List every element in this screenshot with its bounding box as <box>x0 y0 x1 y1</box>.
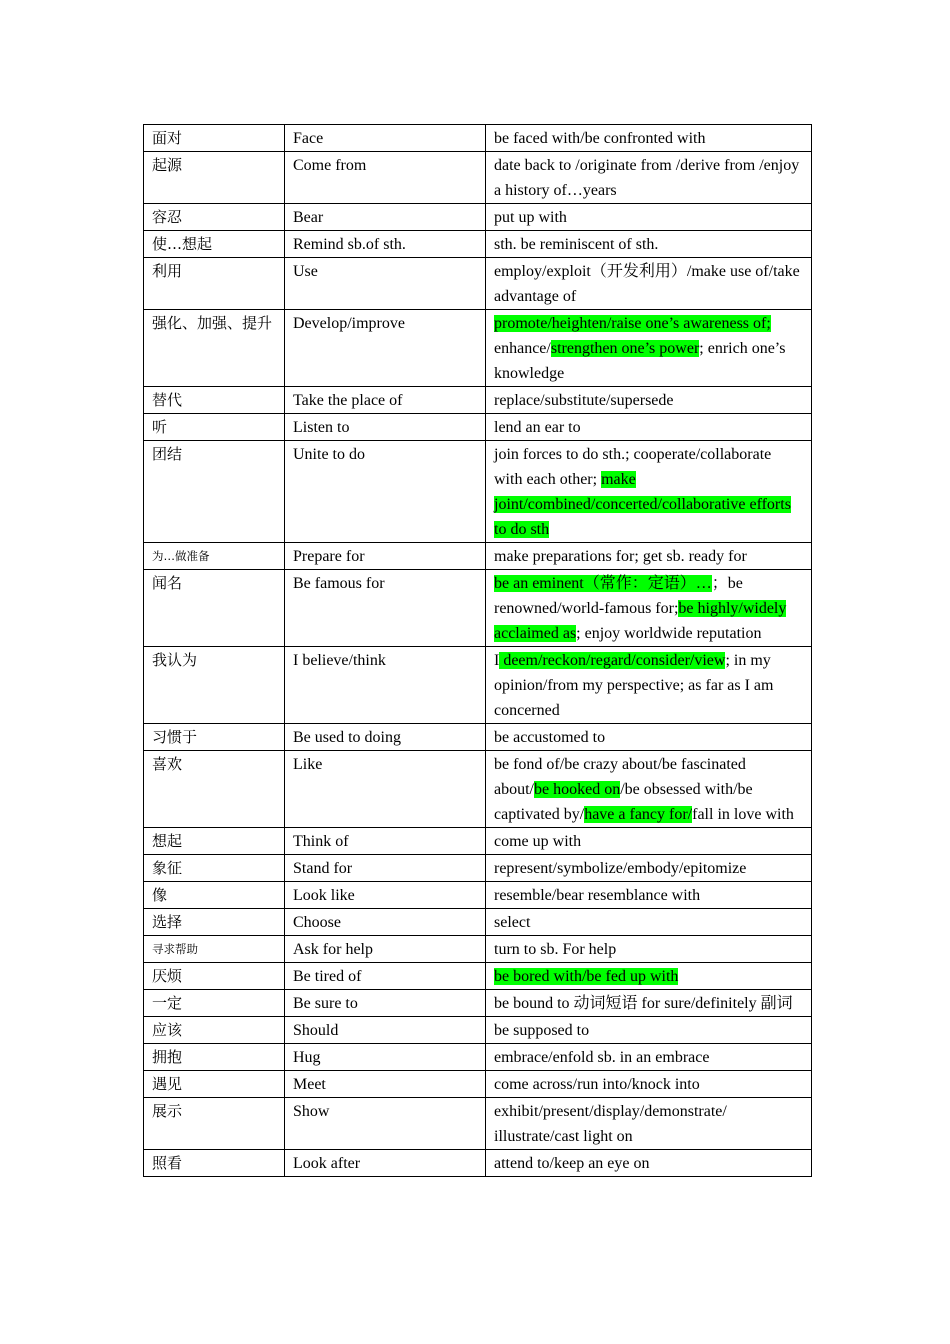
chinese-term-cell: 厌烦 <box>144 963 285 990</box>
basic-english-cell: Take the place of <box>285 387 486 414</box>
phrase-text: I <box>494 652 500 669</box>
basic-english-cell: Be sure to <box>285 990 486 1017</box>
chinese-term-cell: 展示 <box>144 1098 285 1150</box>
highlighted-phrase: deem/reckon/regard/consider/view <box>499 652 726 669</box>
basic-english-cell: Be famous for <box>285 570 486 647</box>
basic-english-cell: Prepare for <box>285 543 486 570</box>
table-row <box>144 647 812 724</box>
chinese-term-cell: 喜欢 <box>144 751 285 828</box>
basic-english-cell: Bear <box>285 204 486 231</box>
table-row <box>144 570 812 647</box>
table-row <box>144 855 812 882</box>
highlighted-phrase: be highly/widely acclaimed as <box>494 600 787 642</box>
table-row <box>144 724 812 751</box>
basic-english-cell: Remind sb.of sth. <box>285 231 486 258</box>
table-row <box>144 204 812 231</box>
chinese-term-cell: 利用 <box>144 258 285 310</box>
basic-english-cell: Listen to <box>285 414 486 441</box>
advanced-expression-cell <box>486 724 812 751</box>
advanced-expression-cell <box>486 1017 812 1044</box>
basic-english-cell: Look after <box>285 1150 486 1177</box>
chinese-term-cell: 应该 <box>144 1017 285 1044</box>
advanced-expression-cell <box>486 963 812 990</box>
highlighted-phrase: be an eminent（常作：定语）… <box>494 575 712 592</box>
advanced-expression-cell <box>486 414 812 441</box>
basic-english-cell: Should <box>285 1017 486 1044</box>
highlighted-phrase: make joint/combined/concerted/collaborative efforts to do sth <box>494 471 791 538</box>
phrase-text: ；be renowned/world-famous for; <box>494 575 743 617</box>
table-row <box>144 1150 812 1177</box>
basic-english-cell: Hug <box>285 1044 486 1071</box>
advanced-expression-cell <box>486 204 812 231</box>
advanced-expression-cell <box>486 1071 812 1098</box>
phrase-text: select <box>494 914 531 931</box>
table-row <box>144 990 812 1017</box>
table-row <box>144 310 812 387</box>
table-row <box>144 1071 812 1098</box>
phrase-text: come across/run into/knock into <box>494 1076 700 1093</box>
highlighted-phrase: be hooked on <box>534 781 621 798</box>
basic-english-cell: Meet <box>285 1071 486 1098</box>
phrase-text: enhance/ <box>494 340 551 357</box>
chinese-term-cell: 起源 <box>144 152 285 204</box>
vocabulary-table-body <box>144 125 812 1177</box>
phrase-text: replace/substitute/supersede <box>494 392 674 409</box>
chinese-term-cell: 像 <box>144 882 285 909</box>
advanced-expression-cell <box>486 152 812 204</box>
phrase-text: turn to sb. For help <box>494 941 617 958</box>
chinese-term-cell: 习惯于 <box>144 724 285 751</box>
table-row <box>144 1044 812 1071</box>
basic-english-cell: Choose <box>285 909 486 936</box>
chinese-term-cell: 闻名 <box>144 570 285 647</box>
basic-english-cell: Be used to doing <box>285 724 486 751</box>
basic-english-cell: Like <box>285 751 486 828</box>
basic-english-cell: Face <box>285 125 486 152</box>
table-row <box>144 231 812 258</box>
phrase-text: be bound to 动词短语 for sure/definitely 副词 <box>494 995 793 1012</box>
basic-english-cell: I believe/think <box>285 647 486 724</box>
phrase-text: date back to /originate from /derive from /enjoy a history of…years <box>494 157 800 199</box>
phrase-text: come up with <box>494 833 582 850</box>
table-row <box>144 936 812 963</box>
chinese-term-cell: 选择 <box>144 909 285 936</box>
phrase-text: /be obsessed with/be captivated by/ <box>494 781 753 823</box>
advanced-expression-cell <box>486 543 812 570</box>
advanced-expression-cell <box>486 1150 812 1177</box>
phrase-text: lend an ear to <box>494 419 581 436</box>
chinese-term-cell: 想起 <box>144 828 285 855</box>
table-row <box>144 909 812 936</box>
phrase-text: join forces to do sth.; cooperate/collaborate with each other; <box>494 446 772 488</box>
advanced-expression-cell <box>486 441 812 543</box>
table-row <box>144 125 812 152</box>
advanced-expression-cell <box>486 855 812 882</box>
phrase-text: be fond of/be crazy about/be fascinated about/ <box>494 756 746 798</box>
basic-english-cell: Be tired of <box>285 963 486 990</box>
chinese-term-cell: 替代 <box>144 387 285 414</box>
advanced-expression-cell <box>486 231 812 258</box>
advanced-expression-cell <box>486 990 812 1017</box>
chinese-term-cell: 一定 <box>144 990 285 1017</box>
phrase-text: ; in my opinion/from my perspective; as far as I am concerned <box>494 652 774 719</box>
advanced-expression-cell <box>486 909 812 936</box>
table-row <box>144 1017 812 1044</box>
table-row <box>144 828 812 855</box>
table-row <box>144 152 812 204</box>
chinese-term-cell: 照看 <box>144 1150 285 1177</box>
chinese-term-cell: 遇见 <box>144 1071 285 1098</box>
phrase-text: ; enrich one’s knowledge <box>494 340 786 382</box>
highlighted-phrase: promote/heighten/raise one’s awareness of; <box>494 315 771 332</box>
chinese-term-cell: 我认为 <box>144 647 285 724</box>
chinese-term-cell: 象征 <box>144 855 285 882</box>
chinese-term-cell: 听 <box>144 414 285 441</box>
basic-english-cell: Ask for help <box>285 936 486 963</box>
table-row <box>144 387 812 414</box>
basic-english-cell: Unite to do <box>285 441 486 543</box>
basic-english-cell: Come from <box>285 152 486 204</box>
phrase-text: be accustomed to <box>494 729 606 746</box>
table-row <box>144 543 812 570</box>
phrase-text: resemble/bear resemblance with <box>494 887 701 904</box>
chinese-term-cell: 拥抱 <box>144 1044 285 1071</box>
phrase-text: fall in love with <box>692 806 794 823</box>
advanced-expression-cell <box>486 570 812 647</box>
highlighted-phrase: have a fancy for/ <box>584 806 693 823</box>
chinese-term-cell: 寻求帮助 <box>144 936 285 963</box>
phrase-text: attend to/keep an eye on <box>494 1155 650 1172</box>
phrase-text: represent/symbolize/embody/epitomize <box>494 860 747 877</box>
chinese-term-cell: 容忍 <box>144 204 285 231</box>
phrase-text: be supposed to <box>494 1022 590 1039</box>
chinese-term-cell: 强化、加强、提升 <box>144 310 285 387</box>
advanced-expression-cell <box>486 310 812 387</box>
phrase-text: employ/exploit（开发利用）/make use of/take advantage of <box>494 263 800 305</box>
chinese-term-cell: 面对 <box>144 125 285 152</box>
table-row <box>144 882 812 909</box>
phrase-text: sth. be reminiscent of sth. <box>494 236 659 253</box>
basic-english-cell: Show <box>285 1098 486 1150</box>
phrase-text: exhibit/present/display/demonstrate/ illustrate/cast light on <box>494 1103 727 1145</box>
advanced-expression-cell <box>486 387 812 414</box>
advanced-expression-cell <box>486 1044 812 1071</box>
advanced-expression-cell <box>486 882 812 909</box>
table-row <box>144 414 812 441</box>
advanced-expression-cell <box>486 1098 812 1150</box>
highlighted-phrase: strengthen one’s power <box>550 340 700 357</box>
chinese-term-cell: 为…做准备 <box>144 543 285 570</box>
basic-english-cell: Look like <box>285 882 486 909</box>
phrase-text: be faced with/be confronted with <box>494 130 706 147</box>
chinese-term-cell: 团结 <box>144 441 285 543</box>
table-row <box>144 751 812 828</box>
basic-english-cell: Use <box>285 258 486 310</box>
basic-english-cell: Think of <box>285 828 486 855</box>
table-row <box>144 963 812 990</box>
basic-english-cell: Develop/improve <box>285 310 486 387</box>
advanced-expression-cell <box>486 751 812 828</box>
advanced-expression-cell <box>486 258 812 310</box>
phrase-text: put up with <box>494 209 567 226</box>
phrase-text: embrace/enfold sb. in an embrace <box>494 1049 710 1066</box>
advanced-expression-cell <box>486 647 812 724</box>
chinese-term-cell: 使…想起 <box>144 231 285 258</box>
phrase-text: make preparations for; get sb. ready for <box>494 548 747 565</box>
advanced-expression-cell <box>486 828 812 855</box>
table-row <box>144 258 812 310</box>
basic-english-cell: Stand for <box>285 855 486 882</box>
advanced-expression-cell <box>486 936 812 963</box>
highlighted-phrase: be bored with/be fed up with <box>494 968 679 985</box>
advanced-expression-cell <box>486 125 812 152</box>
phrase-text: ; enjoy worldwide reputation <box>576 625 762 642</box>
table-row <box>144 441 812 543</box>
vocabulary-table <box>143 124 812 1177</box>
table-row <box>144 1098 812 1150</box>
